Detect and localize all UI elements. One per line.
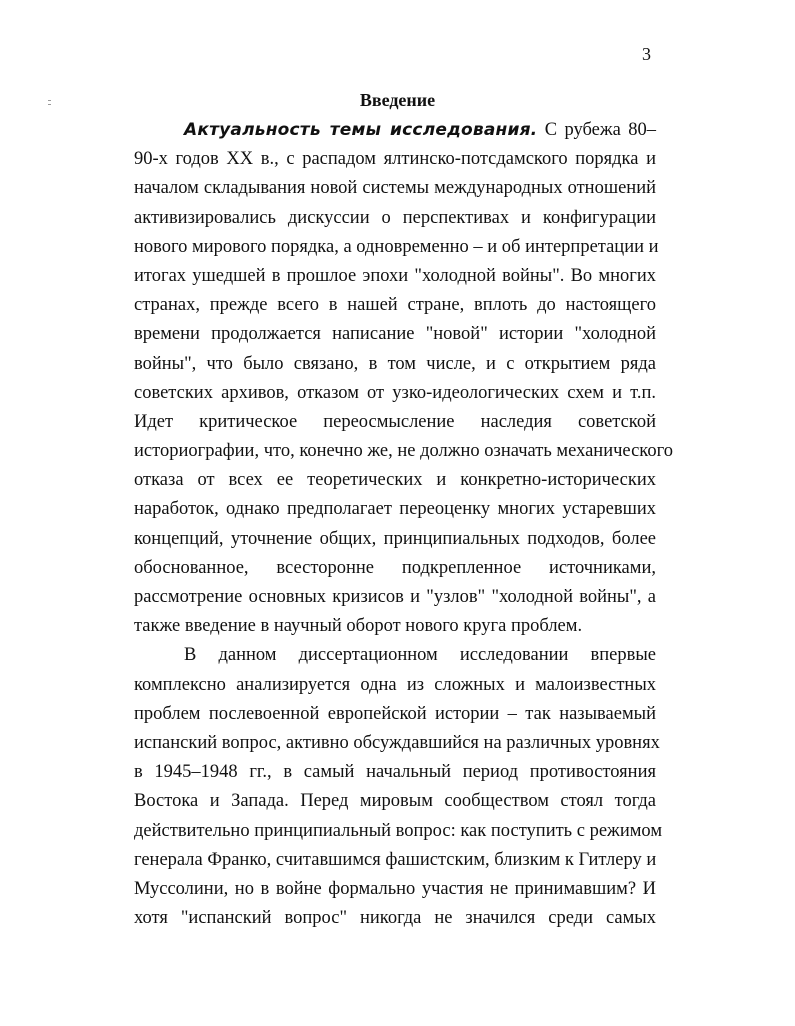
text-line: концепций, уточнение общих, принципиальных подходов, более	[134, 528, 656, 549]
page-number: 3	[642, 44, 651, 64]
text-line: наработок, однако предполагает переоценку многих устаревших	[134, 499, 656, 520]
text-line: Востока и Запада. Перед мировым сообществом стоял тогда	[134, 791, 656, 812]
text-line: Идет критическое переосмысление наследия советской	[134, 411, 656, 432]
text-line: 90-х годов XX в., с распадом ялтинско-потсдамского порядка и	[134, 149, 656, 170]
text-line: активизировались дискуссии о перспективах и конфигурации	[134, 207, 656, 228]
text-line: в 1945–1948 гг., в самый начальный период противостояния	[134, 762, 656, 783]
text-line: времени продолжается написание "новой" истории "холодной	[134, 324, 656, 345]
text-line: итогах ушедшей в прошлое эпохи "холодной войны". Во многих	[134, 265, 656, 286]
text-line-content: В данном диссертационном исследовании впервые	[184, 645, 656, 666]
text-line: испанский вопрос, активно обсуждавшийся на различных уровнях	[134, 732, 660, 753]
text-line: действительно принципиальный вопрос: как поступить с режимом	[134, 820, 663, 841]
lead-phrase: Актуальность темы исследования.	[184, 120, 538, 140]
text-line: нового мирового порядка, а одновременно – и об интерпретации и	[134, 236, 659, 257]
text-line-content: С рубежа 80–	[537, 120, 656, 140]
text-line: войны", что было связано, в том числе, и с открытием ряда	[134, 353, 656, 374]
text-line: также введение в научный оборот нового круга проблем.	[134, 616, 583, 637]
text-line	[134, 641, 656, 670]
text-line: хотя "испанский вопрос" никогда не значился среди самых	[134, 908, 656, 929]
text-line: отказа от всех ее теоретических и конкретно-исторических	[134, 470, 656, 491]
text-line: рассмотрение основных кризисов и "узлов" "холодной войны", а	[134, 587, 656, 607]
text-line: проблем послевоенной европейской истории – так называемый	[134, 703, 656, 724]
text-line: Муссолини, но в войне формально участия не принимавшим? И	[134, 878, 656, 899]
text-line: обоснованное, всесторонне подкрепленное источниками,	[134, 557, 656, 578]
text-line	[134, 116, 656, 145]
text-line: началом складывания новой системы международных отношений	[134, 178, 656, 199]
text-line: советских архивов, отказом от узко-идеологических схем и т.п.	[134, 382, 656, 403]
body-text	[134, 116, 673, 933]
text-line: историографии, что, конечно же, не должно означать механического	[134, 441, 673, 462]
text-line: генерала Франко, считавшимся фашистским, близким к Гитлеру и	[134, 849, 657, 870]
text-line: странах, прежде всего в нашей стране, вплоть до настоящего	[134, 295, 656, 316]
section-title: Введение	[359, 90, 436, 110]
text-line: комплексно анализируется одна из сложных и малоизвестных	[134, 674, 656, 695]
